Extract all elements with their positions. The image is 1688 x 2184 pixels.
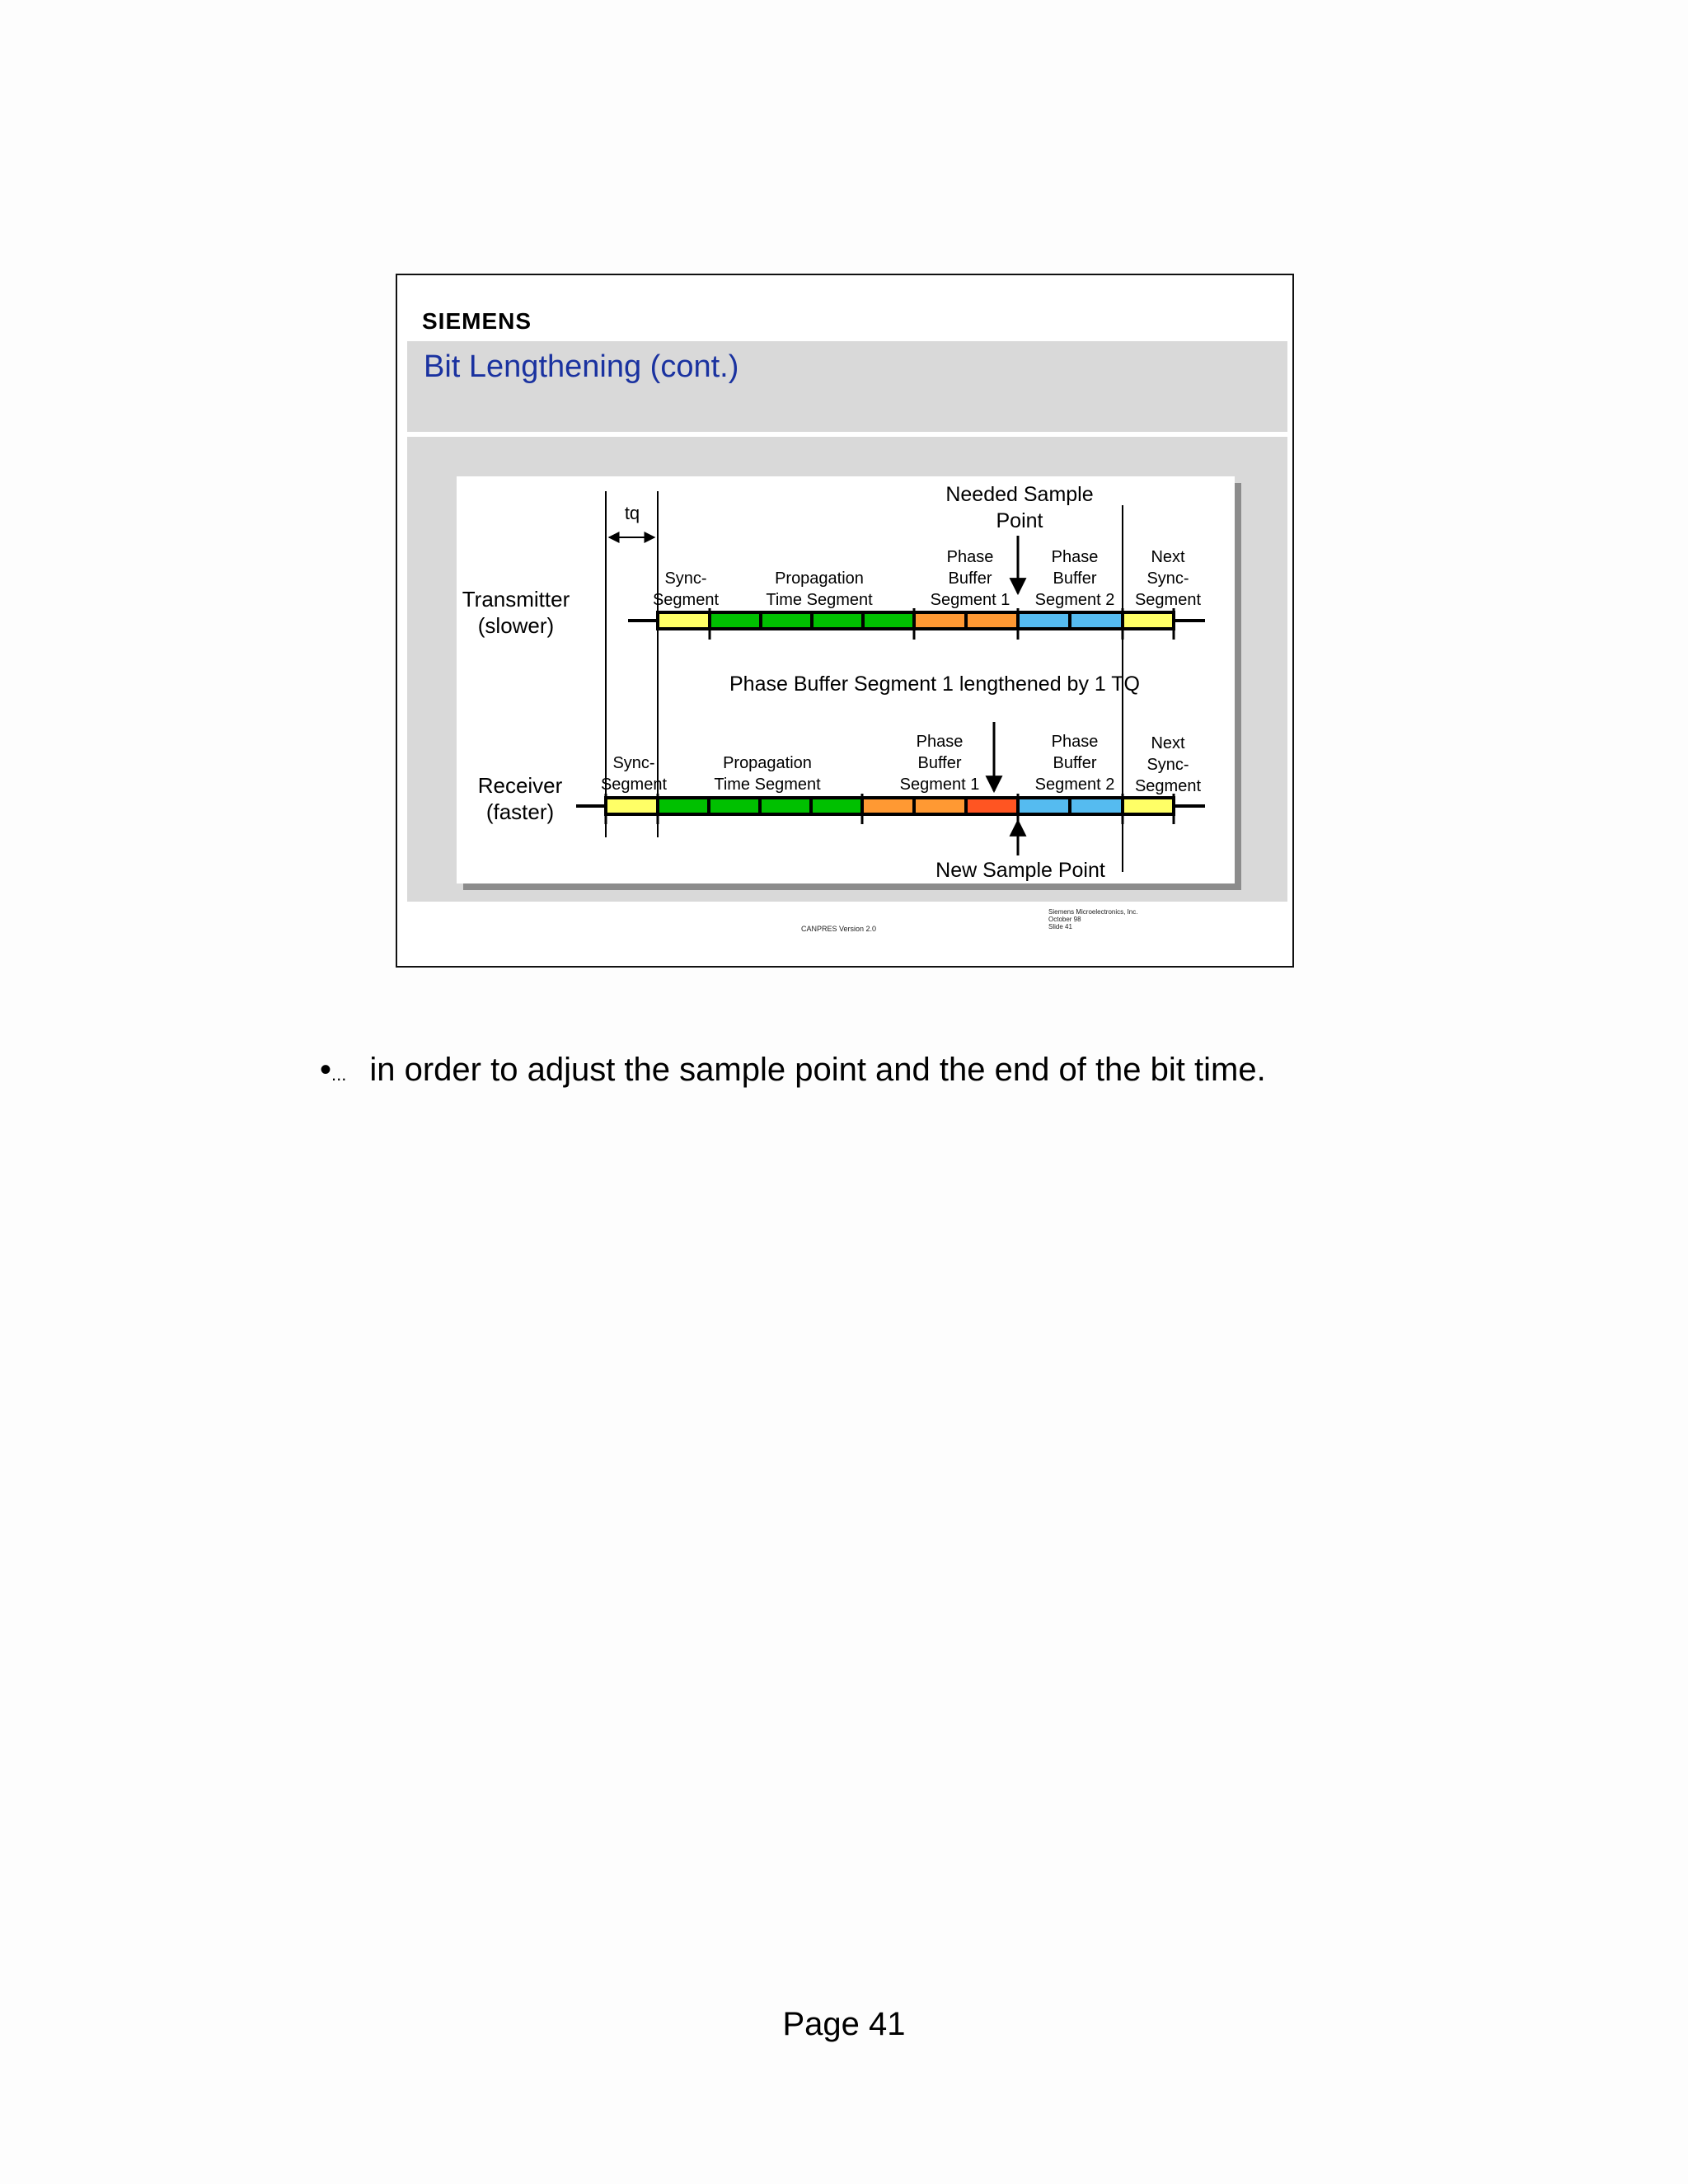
- tx-pb1-label-2: Buffer: [948, 569, 992, 588]
- receiver-label-line1: Receiver: [477, 773, 563, 798]
- middle-caption: Phase Buffer Segment 1 lengthened by 1 TQ: [729, 673, 1141, 696]
- footer-date: October 98: [1048, 916, 1081, 923]
- footer-company: Siemens Microelectronics, Inc.: [1048, 908, 1138, 916]
- rx-pb1-label-1: Phase: [916, 733, 964, 751]
- page-number: Page 41: [782, 2006, 906, 2042]
- rx-bar: [606, 798, 1174, 814]
- rx-sync-cell: [606, 798, 658, 814]
- tx-next-sync-cell: [1123, 612, 1174, 629]
- rx-prop-cell-1: [658, 798, 709, 814]
- rx-pb1-label-2: Buffer: [917, 754, 962, 772]
- rx-pb2-cell-2: [1070, 798, 1123, 814]
- footer-slide-number: Slide 41: [1048, 923, 1072, 930]
- siemens-logo: SIEMENS: [422, 308, 532, 334]
- tx-sync-label-1: Sync-: [664, 569, 707, 588]
- rx-prop-cell-2: [709, 798, 760, 814]
- rx-prop-label-2: Time Segment: [714, 776, 821, 794]
- rx-sync-label-2: Segment: [600, 776, 668, 794]
- rx-pb1-cell-1: [862, 798, 914, 814]
- tx-pb2-cell-2: [1070, 612, 1123, 629]
- rx-next-label-3: Segment: [1134, 777, 1202, 795]
- tx-pb2-label-1: Phase: [1051, 548, 1099, 566]
- needed-sample-point-line1: Needed Sample: [945, 483, 1094, 506]
- tx-sync-label-2: Segment: [652, 591, 720, 609]
- slide-title: Bit Lengthening (cont.): [424, 349, 739, 384]
- tx-prop-cell-2: [761, 612, 812, 629]
- needed-sample-point-line2: Point: [996, 509, 1043, 532]
- rx-next-sync-cell: [1123, 798, 1174, 814]
- tx-bar: [658, 612, 1174, 629]
- receiver-label-line2: (faster): [485, 799, 555, 824]
- tx-pb2-label-2: Buffer: [1053, 569, 1097, 588]
- rx-prop-cell-3: [760, 798, 811, 814]
- rx-pb2-label-3: Segment 2: [1034, 776, 1115, 794]
- bullet-item: [320, 1052, 1266, 1089]
- rx-pb2-label-2: Buffer: [1053, 754, 1097, 772]
- tx-prop-cell-4: [863, 612, 914, 629]
- tx-pb2-label-3: Segment 2: [1034, 591, 1115, 609]
- tx-prop-label-1: Propagation: [775, 569, 864, 588]
- rx-pb2-label-1: Phase: [1051, 733, 1099, 751]
- tx-sync-cell: [658, 612, 710, 629]
- rx-pb1-cell-2: [914, 798, 966, 814]
- slide-footer-info: [1048, 908, 1137, 930]
- rx-pb2-cell-1: [1018, 798, 1070, 814]
- slide-frame: [396, 274, 1294, 968]
- tx-pb2-cell-1: [1018, 612, 1070, 629]
- tx-prop-cell-3: [812, 612, 863, 629]
- tx-prop-label-2: Time Segment: [766, 591, 873, 609]
- tx-next-label-2: Sync-: [1146, 569, 1189, 588]
- bullet-ellipsis: ...: [331, 1064, 347, 1085]
- bullet-text: in order to adjust the sample point and the end of the bit time.: [369, 1052, 1266, 1088]
- new-sample-point-label: New Sample Point: [935, 859, 1105, 882]
- rx-pb1-label-3: Segment 1: [899, 776, 980, 794]
- rx-prop-cell-4: [811, 798, 862, 814]
- rx-prop-label-1: Propagation: [723, 754, 812, 772]
- tx-next-label-3: Segment: [1134, 591, 1202, 609]
- tx-pb1-cell-1: [914, 612, 966, 629]
- tx-pb1-label-3: Segment 1: [930, 591, 1010, 609]
- content-panel: [407, 437, 1287, 902]
- bullet-mark: •: [320, 1052, 332, 1088]
- title-bar: [407, 341, 1287, 432]
- tq-label: tq: [624, 503, 640, 523]
- tx-next-label-1: Next: [1151, 548, 1185, 566]
- transmitter-label-line1: Transmitter: [462, 587, 570, 612]
- bit-timing-diagram: [457, 476, 1235, 883]
- tx-prop-cell-1: [710, 612, 761, 629]
- tx-pb1-label-1: Phase: [946, 548, 994, 566]
- rx-next-label-2: Sync-: [1146, 756, 1189, 774]
- rx-next-label-1: Next: [1151, 734, 1185, 752]
- transmitter-label-line2: (slower): [477, 613, 555, 638]
- slide-footer-version: CANPRES Version 2.0: [801, 925, 877, 933]
- rx-pb1-cell-extra: [966, 798, 1018, 814]
- tx-pb1-cell-2: [966, 612, 1018, 629]
- rx-sync-label-1: Sync-: [612, 754, 655, 772]
